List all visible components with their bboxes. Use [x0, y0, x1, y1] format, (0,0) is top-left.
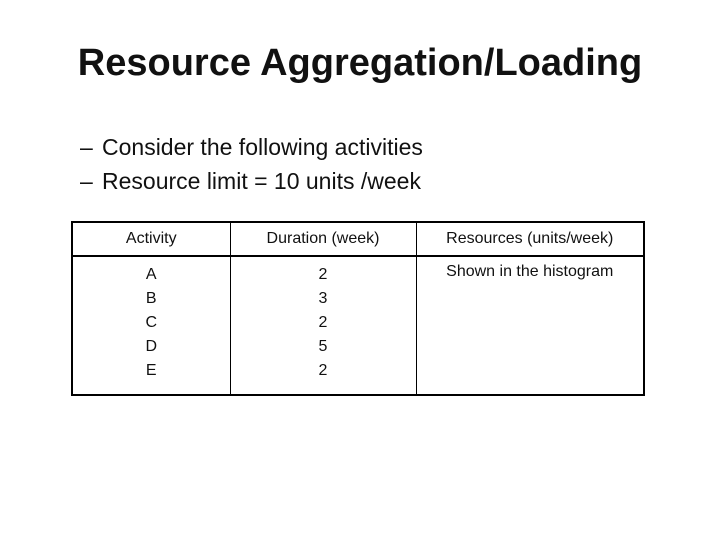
- activity-name: B: [145, 290, 157, 307]
- duration-column: [230, 256, 416, 395]
- header-resources: Resources (units/week): [416, 222, 644, 256]
- header-duration: Duration (week): [230, 222, 416, 256]
- duration-value: 2: [318, 362, 328, 379]
- bullet-text: Resource limit = 10 units /week: [102, 168, 421, 194]
- bullet-marker: –: [80, 134, 93, 160]
- bullet-list: [80, 130, 680, 198]
- slide-title: Resource Aggregation/Loading: [77, 42, 643, 84]
- bullet-item: [80, 164, 680, 198]
- activity-name: D: [145, 338, 158, 355]
- bullet-marker: –: [80, 168, 93, 194]
- header-activity: Activity: [72, 222, 230, 256]
- activity-name: E: [145, 362, 157, 379]
- activity-column: [72, 256, 230, 395]
- activity-name: C: [145, 314, 158, 331]
- activity-table: [71, 221, 645, 396]
- duration-value: 3: [318, 290, 328, 307]
- bullet-item: [80, 130, 680, 164]
- duration-value: 2: [318, 266, 328, 283]
- resources-note: Shown in the histogram: [446, 263, 614, 280]
- table-row: [72, 256, 644, 395]
- bullet-text: Consider the following activities: [102, 134, 423, 160]
- activity-name: A: [145, 266, 157, 283]
- duration-value: 2: [318, 314, 328, 331]
- table-header-row: [72, 222, 644, 256]
- duration-value: 5: [318, 338, 328, 355]
